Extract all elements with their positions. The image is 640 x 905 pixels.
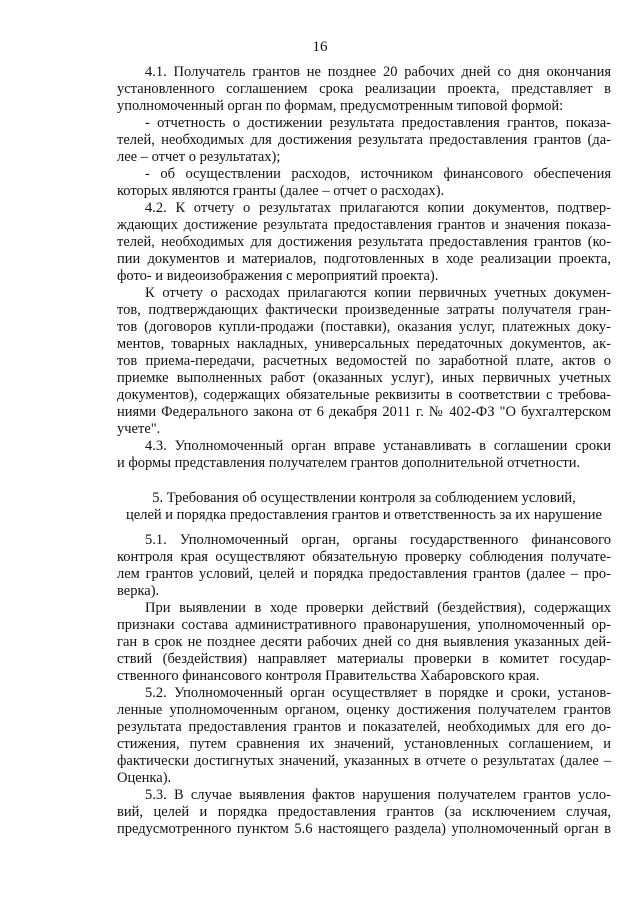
text-line: стижения, путем сравнения их значений, установленных соглашением, и bbox=[117, 736, 611, 752]
text-line: фактически достигнутых значений, указанных в отчете о результатах (далее – bbox=[117, 753, 611, 769]
text-line: лем грантов условий, целей и порядка предоставления грантов (далее – про- bbox=[117, 566, 611, 582]
text-line: предусмотренного пунктом 5.6 настоящего раздела) уполномоченный орган в bbox=[117, 821, 611, 837]
text-line: вий, целей и порядка предоставления грантов (за исключением случая, bbox=[117, 804, 611, 820]
page-number: 16 bbox=[312, 39, 328, 55]
text-line: контроля края осуществляют обязательную проверку соблюдения получате- bbox=[117, 549, 611, 565]
text-line: телей, необходимых для достижения результата предоставления грантов (да- bbox=[117, 132, 611, 148]
text-line: 4.1. Получатель грантов не позднее 20 рабочих дней со дня окончания bbox=[145, 64, 611, 80]
text-line: приемке выполненных работ (оказанных услуг), иных первичных учетных bbox=[117, 370, 611, 386]
text-line: фото- и видеоизображения с мероприятий проекта). bbox=[117, 268, 439, 284]
text-line: учете". bbox=[117, 421, 161, 437]
text-line: тов (договоров купли-продажи (поставки), оказания услуг, платежных доку- bbox=[117, 319, 611, 335]
text-line: - об осуществлении расходов, источником финансового обеспечения bbox=[145, 166, 611, 182]
text-line: телей, необходимых для достижения результата предоставления грантов (ко- bbox=[117, 234, 611, 250]
text-line: признаки состава административного правонарушения, уполномоченный ор- bbox=[117, 617, 611, 633]
text-line: ленные уполномоченным органом, оценку достижения получателем грантов bbox=[117, 702, 611, 718]
text-line: результата предоставления грантов и показателей, необходимых для его до- bbox=[117, 719, 611, 735]
text-line: ниями Федерального закона от 6 декабря 2011 г. № 402-ФЗ "О бухгалтерском bbox=[117, 404, 611, 420]
text-line: и формы представления получателем грантов дополнительной отчетности. bbox=[117, 455, 581, 471]
text-line: 5.2. Уполномоченный орган осуществляет в порядке и сроки, установ- bbox=[145, 685, 611, 701]
text-line: 5.1. Уполномоченный орган, органы государственного финансового bbox=[145, 532, 611, 548]
text-line: ган в срок не позднее десяти рабочих дней со дня выявления указанных дей- bbox=[117, 634, 611, 650]
text-line: К отчету о расходах прилагаются копии первичных учетных докумен- bbox=[145, 285, 611, 301]
text-line: 5.3. В случае выявления фактов нарушения получателем грантов усло- bbox=[145, 787, 611, 803]
text-line: которых являются гранты (далее – отчет о расходах). bbox=[117, 183, 445, 199]
text-line: документов), содержащих обязательные реквизиты в соответствии с требова- bbox=[117, 387, 611, 403]
text-line: ментов, товарных накладных, универсальных передаточных документов, ак- bbox=[117, 336, 611, 352]
section-heading: целей и порядка предоставления грантов и ответственность за их нарушение bbox=[126, 507, 602, 523]
text-line: установленного соглашением срока реализации проекта, представляет в bbox=[117, 81, 611, 97]
text-line: - отчетность о достижении результата предоставления грантов, показа- bbox=[145, 115, 611, 131]
text-line: При выявлении в ходе проверки действий (бездействия), содержащих bbox=[145, 600, 611, 616]
text-line: 4.2. К отчету о результатах прилагаются копии документов, подтвер- bbox=[145, 200, 611, 216]
text-line: 4.3. Уполномоченный орган вправе устанавливать в соглашении сроки bbox=[145, 438, 611, 454]
text-line: тов, подтверждающих фактически произведенные затраты получателя гран- bbox=[117, 302, 611, 318]
text-line: ждающих достижение результата предоставления грантов и значения показа- bbox=[117, 217, 611, 233]
text-line: пии документов и материалов, подготовленных в ходе реализации проекта, bbox=[117, 251, 611, 267]
text-line: уполномоченный орган по формам, предусмотренным типовой формой: bbox=[117, 98, 564, 114]
section-heading: 5. Требования об осуществлении контроля за соблюдением условий, bbox=[152, 490, 576, 506]
text-line: верка). bbox=[117, 583, 160, 599]
text-line: ственного финансового контроля Правительства Хабаровского края. bbox=[117, 668, 540, 684]
text-line: Оценка). bbox=[117, 770, 172, 786]
text-line: лее – отчет о результатах); bbox=[117, 149, 281, 165]
text-line: ствий (бездействия) направляет материалы проверки в комитет государ- bbox=[117, 651, 611, 667]
text-line: тов приема-передачи, расчетных ведомостей по заработной плате, актов о bbox=[117, 353, 611, 369]
